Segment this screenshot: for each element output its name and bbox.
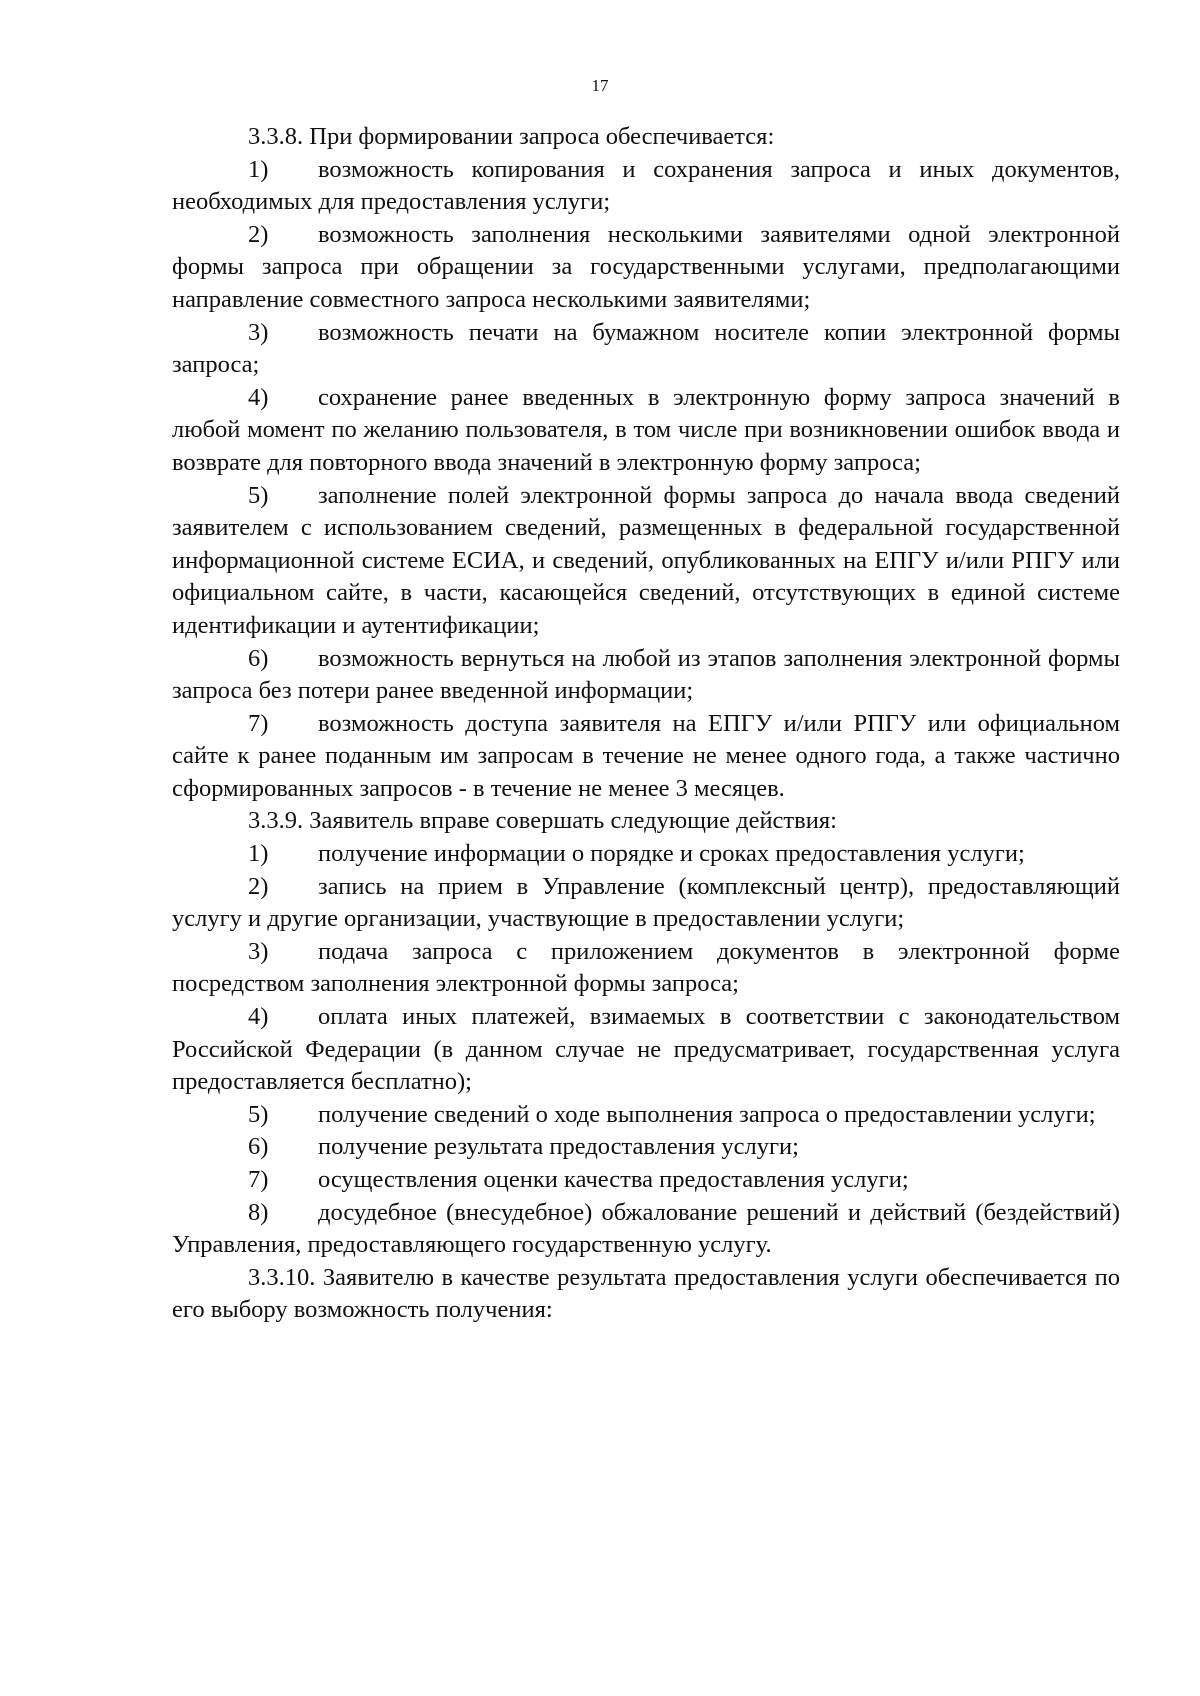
list-item-number: 7) [248,1166,269,1193]
list-item [172,219,1120,317]
list-item-text: возможность печати на бумажном носителе копии электронной формы запроса; [172,318,1120,379]
list-item [172,1164,1120,1197]
list-item-text: возможность заполнения несколькими заявителями одной электронной формы запроса при обращении за государственными услугами, предполагающими направление совместного запроса несколькими заявителями; [172,220,1120,313]
list-item-text: запись на прием в Управление (комплексный центр), предоставляющий услугу и другие организации, участвующие в предоставлении услуги; [172,872,1120,933]
list-item-number: 2) [248,872,269,900]
list-item-text: получение сведений о ходе выполнения запроса о предоставлении услуги; [318,1100,1096,1128]
clause-3-3-9: 3.3.9. Заявитель вправе совершать следующие действия: [248,807,837,835]
document-body [172,121,1120,1327]
list-item-number: 4) [248,1003,269,1031]
list-item-number: 4) [248,383,269,411]
list-item-text: возможность копирования и сохранения запроса и иных документов, необходимых для предоставления услуги; [172,155,1120,216]
list-item-text: заполнение полей электронной формы запроса до начала ввода сведений заявителем с использованием сведений, размещенных в федеральной государственной информационной системе ЕСИА, и сведений, опубликованных на ЕПГУ и/или РПГУ или официальном сайте, в части, касающейся сведений, отсутствующих в единой системе идентификации и аутентификации; [172,481,1120,639]
list-item [172,643,1120,708]
list-item-text: оплата иных платежей, взимаемых в соответствии с законодательством Российской Федерации (в данном случае не предусматривает, государственная услуга предоставляется бесплатно); [172,1003,1120,1096]
list-item [172,838,1120,871]
list-item [172,1001,1120,1099]
clause-3-3-8: 3.3.8. При формировании запроса обеспечивается: [248,123,775,150]
list-item [172,1131,1120,1164]
list-item-text: досудебное (внесудебное) обжалование решений и действий (бездействий) Управления, предоставляющего государственную услугу. [172,1198,1120,1259]
list-item-number: 1) [248,840,269,868]
list-item-text: возможность доступа заявителя на ЕПГУ и/или РПГУ или официальном сайте к ранее поданным им запросам в течение не менее одного года, а также частично сформированных запросов - в течение не менее 3 месяцев. [172,709,1120,802]
list-item-number: 7) [248,709,269,737]
list-item [172,1099,1120,1132]
list-item-text: возможность вернуться на любой из этапов заполнения электронной формы запроса без потери ранее введенной информации; [172,644,1120,705]
list-item-number: 5) [248,1100,269,1128]
list-item-number: 3) [248,318,269,346]
list-item [172,382,1120,480]
list-item-text: получение результата предоставления услуги; [318,1133,799,1161]
list-item [172,936,1120,1001]
list-item-number: 8) [248,1198,269,1226]
list-item [172,317,1120,382]
list-item-number: 1) [248,155,269,183]
clause-3-3-10: 3.3.10. Заявителю в качестве результата предоставления услуги обеспечивается по его выбору возможность получения: [172,1263,1120,1324]
list-item-number: 6) [248,1133,269,1161]
list-item-text: подача запроса с приложением документов в электронной форме посредством заполнения электронной формы запроса; [172,937,1120,998]
list-item [172,1197,1120,1262]
list-item [172,154,1120,219]
list-item-text: осуществления оценки качества предоставления услуги; [318,1166,909,1193]
list-item-number: 5) [248,481,269,509]
list-item [172,871,1120,936]
list-item-text: получение информации о порядке и сроках предоставления услуги; [318,840,1025,868]
list-item [172,480,1120,643]
list-item-number: 3) [248,937,269,965]
list-item-text: сохранение ранее введенных в электронную форму запроса значений в любой момент по желанию пользователя, в том числе при возникновении ошибок ввода и возврате для повторного ввода значений в электронную форму запроса; [172,383,1120,476]
list-item-number: 2) [248,220,269,248]
page-number: 17 [591,76,609,95]
list-item [172,708,1120,806]
list-item-number: 6) [248,644,269,672]
